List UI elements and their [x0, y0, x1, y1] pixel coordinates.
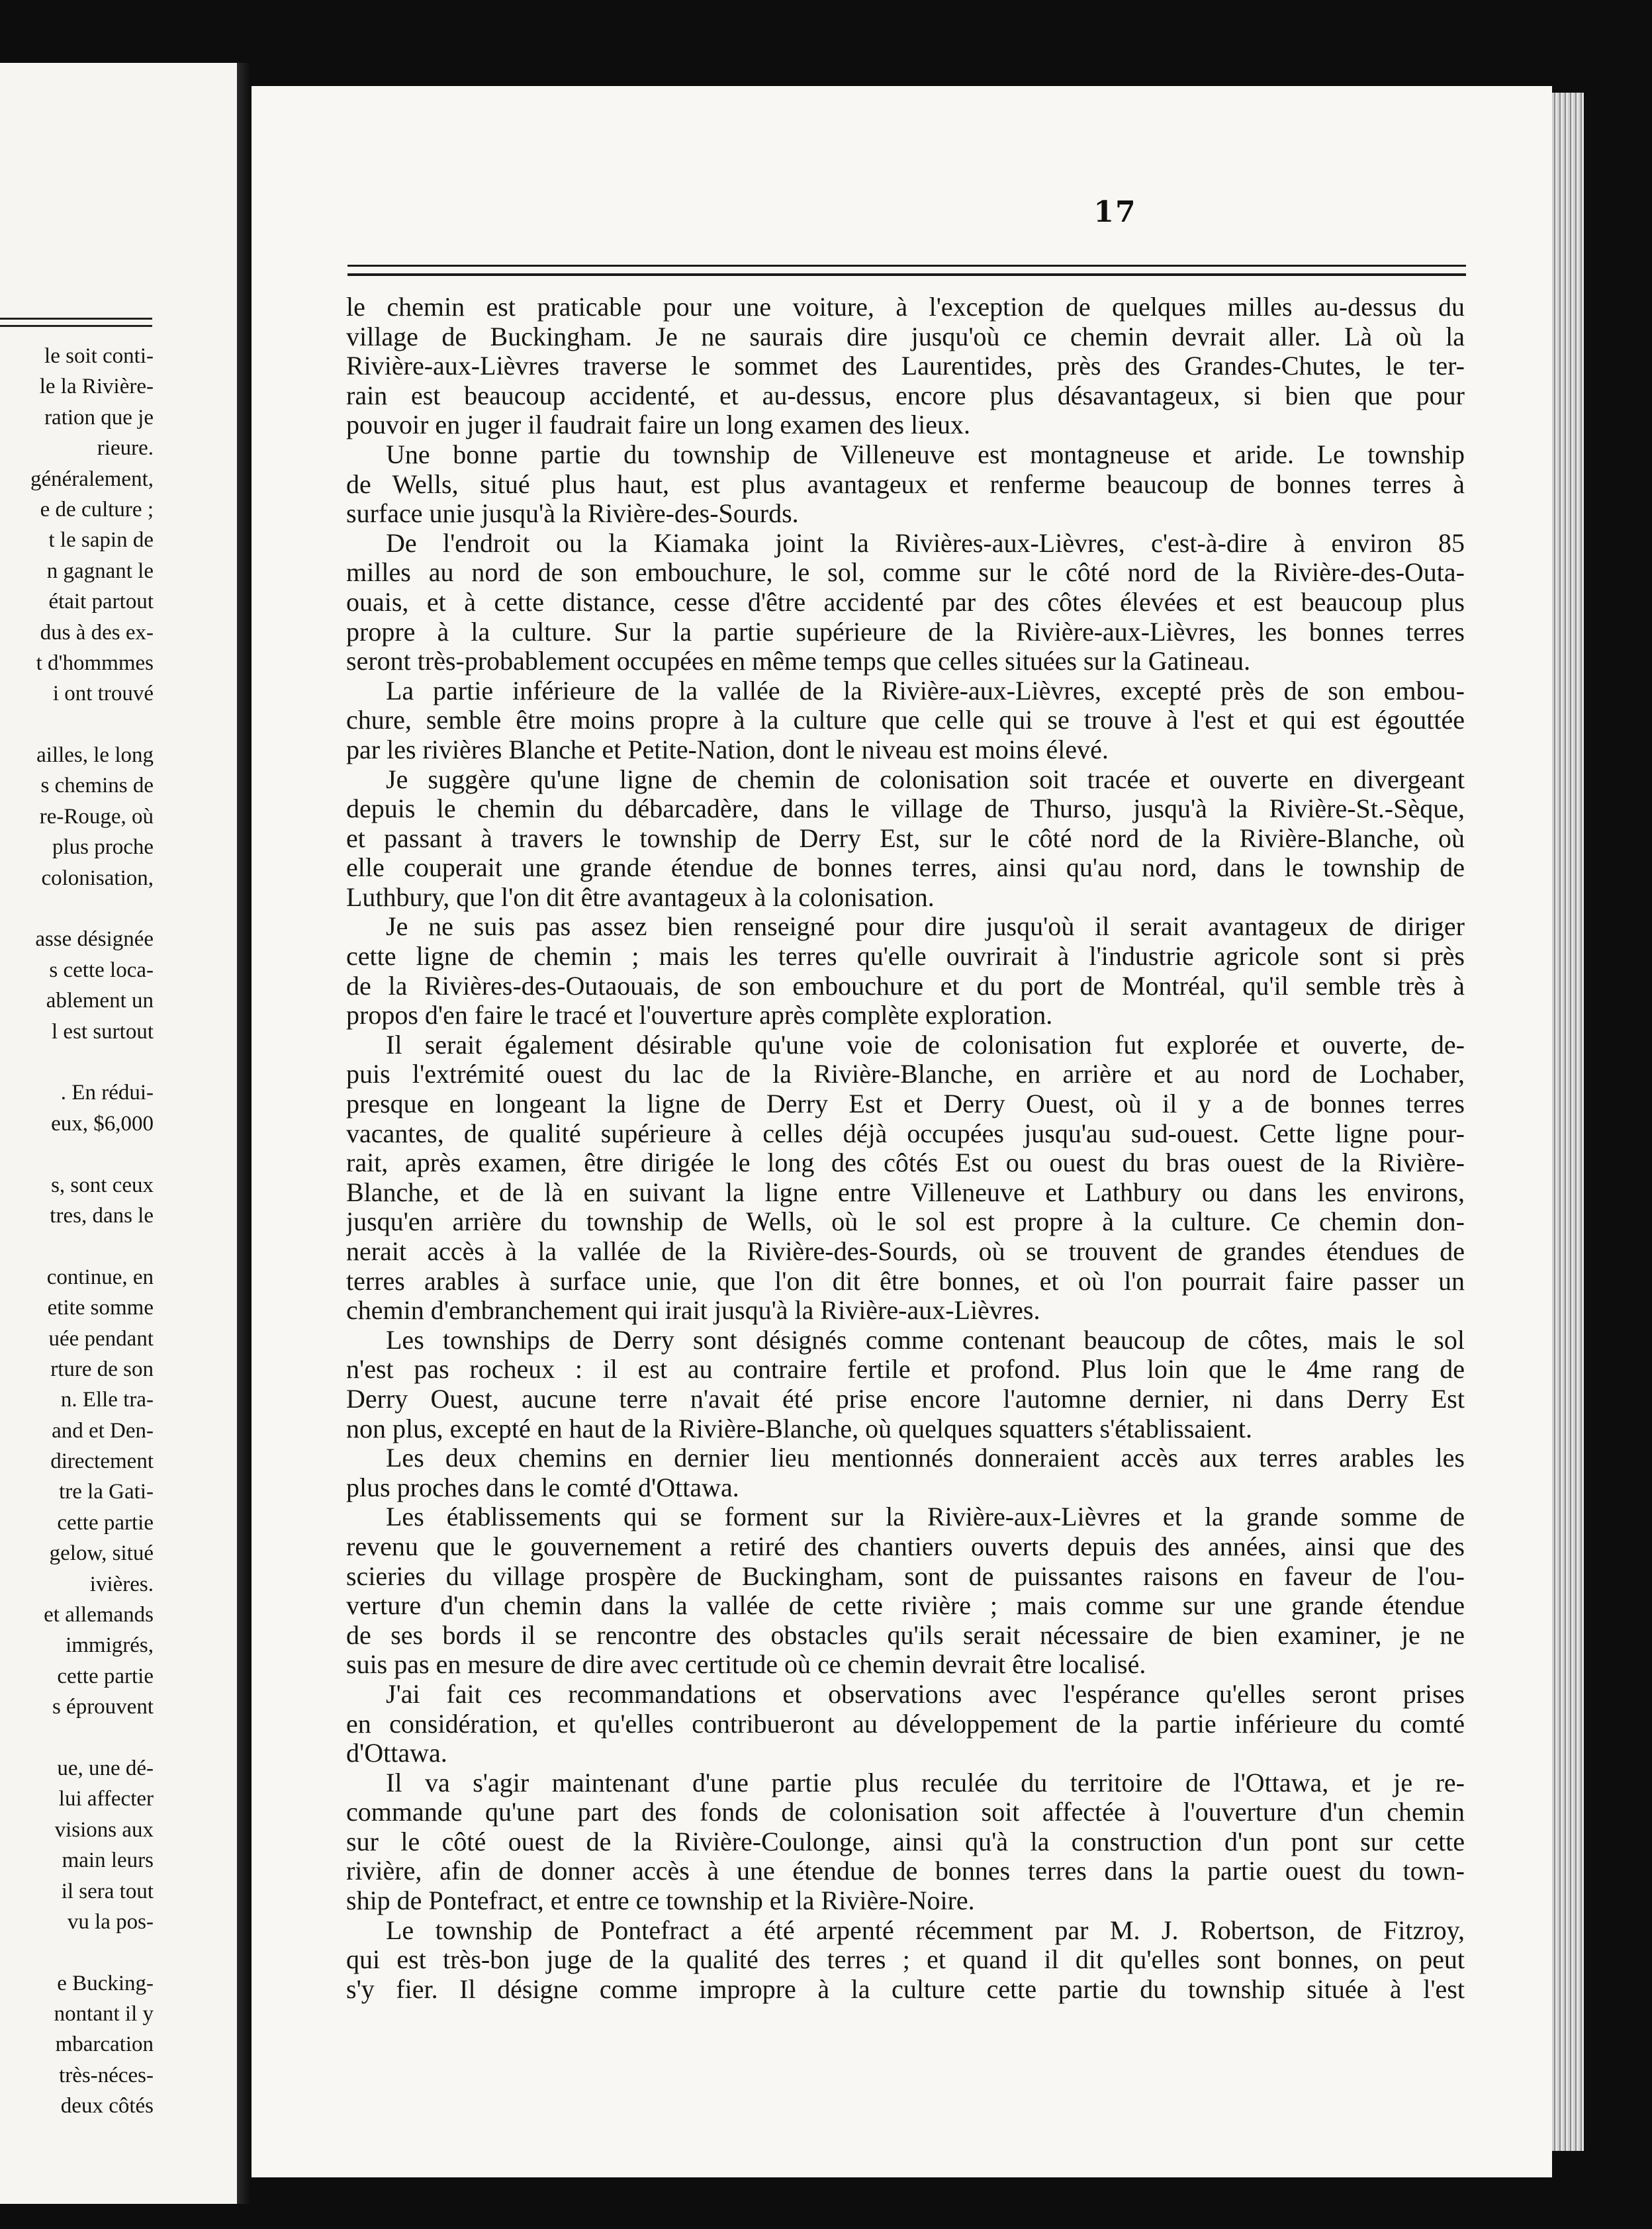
text-line: e de culture ;	[40, 497, 154, 522]
text-line: ouais, et à cette distance, cesse d'être accidenté par des côtes élevées et est beaucoup plus	[346, 587, 1465, 617]
text-line: De l'endroit ou la Kiamaka joint la Rivières-aux-Lièvres, c'est-à-dire à environ 85	[386, 528, 1465, 558]
text-line: chure, semble être moins propre à la culture que celle qui se trouve à l'est et qui est égouttée	[346, 705, 1465, 735]
text-line: plus proche	[52, 835, 154, 860]
text-line: directement	[50, 1449, 154, 1474]
text-line: commande qu'une part des fonds de colonisation soit affectée à l'ouverture d'un chemin	[346, 1797, 1465, 1827]
text-line: verture d'un chemin dans la vallée de cette rivière ; mais comme sur une grande étendue	[346, 1591, 1465, 1621]
text-line: ration que je	[44, 405, 154, 430]
text-line: propre à la culture. Sur la partie supérieure de la Rivière-aux-Lièvres, les bonnes terres	[346, 617, 1465, 647]
text-line: ivières.	[89, 1572, 154, 1596]
text-line: Les townships de Derry sont désignés comme contenant beaucoup de côtes, mais le sol	[386, 1325, 1465, 1355]
paragraph-gap	[0, 1937, 154, 1968]
text-line: plus proches dans le comté d'Ottawa.	[346, 1473, 739, 1502]
paragraph-gap	[0, 1047, 154, 1077]
text-line: et allemands	[44, 1603, 154, 1627]
text-line: asse désignée	[35, 927, 154, 952]
text-line: Les deux chemins en dernier lieu mentionnés donneraient accès aux terres arables les	[386, 1443, 1465, 1473]
text-line: Blanche, et de là en suivant la ligne entre Villeneuve et Lathbury ou dans les environs,	[346, 1177, 1465, 1207]
text-line: colonisation,	[41, 866, 154, 890]
text-line: s éprouvent	[52, 1695, 154, 1719]
text-line: l est surtout	[52, 1019, 154, 1044]
text-line: mbarcation	[55, 2032, 154, 2057]
text-line: Le township de Pontefract a été arpenté récemment par M. J. Robertson, de Fitzroy,	[386, 1915, 1465, 1945]
text-line: le la Rivière-	[39, 375, 154, 399]
text-line: continue, en	[46, 1265, 154, 1289]
book-gutter	[237, 63, 252, 2204]
text-line: il sera tout	[61, 1879, 154, 1903]
paragraph-gap	[0, 1723, 154, 1753]
text-line: n gagnant le	[46, 559, 154, 583]
text-line: ablement un	[46, 989, 154, 1013]
text-line: surface unie jusqu'à la Rivière-des-Sourds.	[346, 499, 799, 529]
text-line: Les établissements qui se forment sur la Rivière-aux-Lièvres et la grande somme de	[386, 1502, 1465, 1532]
text-line: terres arables à surface unie, que l'on dit être bonnes, et où l'on pourrait faire passer un	[346, 1266, 1465, 1296]
text-line: etite somme	[47, 1296, 154, 1320]
text-line: ailles, le long	[36, 743, 154, 768]
text-line: t d'hommmes	[36, 651, 154, 675]
text-line: s, sont ceux	[51, 1173, 154, 1197]
text-line: puis l'extrémité ouest du lac de la Rivière-Blanche, en arrière et au nord de Lochaber,	[346, 1060, 1465, 1089]
text-line: Il serait également désirable qu'une voie de colonisation fut explorée et ouverte, de-	[386, 1030, 1465, 1060]
text-line: Il va s'agir maintenant d'une partie plus reculée du territoire de l'Ottawa, et je re-	[386, 1768, 1465, 1797]
text-line: vacantes, de qualité supérieure à celles déjà occupées jusqu'au sud-ouest. Cette ligne pour-	[346, 1118, 1465, 1148]
text-line: de ses bords il se rencontre des obstacles qu'ils serait nécessaire de bien examiner, je ne	[346, 1620, 1465, 1650]
text-line: sur le côté ouest de la Rivière-Coulonge, ainsi qu'à la construction d'un pont sur cette	[346, 1827, 1465, 1856]
text-line: s cette loca-	[49, 958, 154, 982]
text-line: Une bonne partie du township de Villeneuve est montagneuse et aride. Le township	[386, 439, 1465, 469]
text-line: généralement,	[30, 467, 154, 491]
text-line: gelow, situé	[49, 1541, 154, 1566]
text-line: revenu que le gouvernement a retiré des chantiers ouverts depuis des années, ainsi que des	[346, 1531, 1465, 1561]
text-line: d'Ottawa.	[346, 1739, 447, 1768]
text-line: rivière, afin de donner accès à une étendue de bonnes terres dans la partie ouest du town-	[346, 1856, 1465, 1886]
paragraph-gap	[0, 893, 154, 924]
text-line: non plus, excepté en haut de la Rivière-Blanche, où quelques squatters s'établissaient.	[346, 1414, 1253, 1443]
text-line: cette partie	[57, 1510, 154, 1535]
text-line: main leurs	[62, 1848, 154, 1873]
text-line: presque en longeant la ligne de Derry Est et Derry Ouest, où il y a de bonnes terres	[346, 1089, 1465, 1119]
page-number: 17	[1093, 195, 1137, 229]
text-line: Derry Ouest, aucune terre n'avait été prise encore l'automne dernier, ni dans Derry Est	[346, 1384, 1465, 1414]
text-line: tre la Gati-	[59, 1480, 154, 1504]
text-line: lui affecter	[58, 1787, 154, 1811]
text-line: pouvoir en juger il faudrait faire un long examen des lieux.	[346, 410, 971, 440]
text-line: milles au nord de son embouchure, le sol, comme sur le côté nord de la Rivière-des-Outa-	[346, 558, 1465, 588]
text-line: chemin d'embranchement qui irait jusqu'à la Rivière-aux-Lièvres.	[346, 1296, 1040, 1326]
text-line: cette ligne de chemin ; mais les terres qu'elle ouvrirait à l'industrie agricole sont si près	[346, 942, 1465, 972]
text-line: eux, $6,000	[51, 1111, 154, 1136]
text-line: La partie inférieure de la vallée de la Rivière-aux-Lièvres, excepté près de son embou-	[386, 676, 1465, 705]
text-line: seront très-probablement occupées en même temps que celles situées sur la Gatineau.	[346, 647, 1251, 676]
text-line: depuis le chemin du débarcadère, dans le village de Thurso, jusqu'à la Rivière-St.-Sèque,	[346, 794, 1465, 824]
text-line: rait, après examen, être dirigée le long des côtés Est ou ouest du bras ouest de la Rivière-	[346, 1148, 1465, 1178]
text-line: en considération, et qu'elles contribueront au développement de la partie inférieure du comté	[346, 1709, 1465, 1739]
text-line: n. Elle tra-	[60, 1388, 154, 1412]
paragraph-gap	[0, 709, 154, 740]
text-line: elle couperait une grande étendue de bonnes terres, ainsi qu'au nord, dans le township de	[346, 853, 1465, 883]
text-line: ue, une dé-	[57, 1756, 154, 1780]
body-text	[346, 293, 1465, 2004]
text-line: J'ai fait ces recommandations et observations avec l'espérance qu'elles seront prises	[386, 1679, 1465, 1709]
text-line: Rivière-aux-Lièvres traverse le sommet des Laurentides, près des Grandes-Chutes, le ter-	[346, 351, 1465, 381]
text-line: . En rédui-	[60, 1081, 154, 1105]
text-line: Je ne suis pas assez bien renseigné pour dire jusqu'où il serait avantageux de diriger	[386, 912, 1465, 942]
text-line: rture de son	[50, 1357, 154, 1381]
facing-page-header-rule	[0, 318, 152, 327]
header-rule	[347, 265, 1466, 276]
text-line: par les rivières Blanche et Petite-Nation, dont le niveau est moins élevé.	[346, 735, 1109, 764]
text-line: dus à des ex-	[40, 620, 154, 645]
text-line: Luthbury, que l'on dit être avantageux à la colonisation.	[346, 882, 935, 912]
text-line: de Wells, situé plus haut, est plus avantageux et renferme beaucoup de bonnes terres à	[346, 469, 1465, 499]
text-line: nontant il y	[54, 2002, 154, 2026]
text-line: nerait accès à la vallée de la Rivière-des-Sourds, où se trouvent de grandes étendues de	[346, 1237, 1465, 1266]
text-line: tres, dans le	[50, 1203, 154, 1228]
text-line: ship de Pontefract, et entre ce township et la Rivière-Noire.	[346, 1886, 975, 1916]
text-line: était partout	[48, 590, 154, 614]
page-17	[252, 86, 1552, 2177]
text-line: e Bucking-	[57, 1971, 154, 1995]
text-line: and et Den-	[52, 1418, 154, 1443]
text-line: de la Rivières-des-Outaouais, de son embouchure et du port de Montréal, qu'il semble très à	[346, 971, 1465, 1001]
page-edges	[1552, 93, 1584, 2151]
text-line: Je suggère qu'une ligne de chemin de colonisation soit tracée et ouverte en divergeant	[386, 764, 1465, 794]
text-line: village de Buckingham. Je ne saurais dire jusqu'où ce chemin devrait aller. Là où la	[346, 322, 1465, 351]
text-line: et passant à travers le township de Derry Est, sur le côté nord de la Rivière-Blanche, où	[346, 823, 1465, 853]
text-line: immigrés,	[66, 1633, 154, 1658]
text-line: scieries du village prospère de Buckingham, sont de puissantes raisons en faveur de l'ou-	[346, 1561, 1465, 1591]
text-line: propos d'en faire le tracé et l'ouverture après complète exploration.	[346, 1001, 1053, 1030]
text-line: rain est beaucoup accidenté, et au-dessus, encore plus désavantageux, si bien que pour	[346, 381, 1465, 410]
paragraph-gap	[0, 1231, 154, 1261]
text-line: s chemins de	[40, 774, 154, 798]
facing-page-text-column	[0, 341, 154, 2122]
text-line: qui est très-bon juge de la qualité des terres ; et quand il dit qu'elles sont bonnes, on peut	[346, 1945, 1465, 1975]
text-line: le chemin est praticable pour une voiture, à l'exception de quelques milles au-dessus du	[346, 293, 1465, 322]
text-line: suis pas en mesure de dire avec certitude où ce chemin devrait être localisé.	[346, 1650, 1146, 1680]
text-line: n'est pas rocheux : il est au contraire fertile et profond. Plus loin que le 4me rang de	[346, 1355, 1465, 1385]
text-line: re-Rouge, où	[39, 804, 154, 829]
text-line: s'y fier. Il désigne comme impropre à la culture cette partie du township située à l'est	[346, 1974, 1465, 2004]
text-line: jusqu'en arrière du township de Wells, où le sol est propre à la culture. Ce chemin don-	[346, 1207, 1465, 1237]
text-line: cette partie	[57, 1664, 154, 1688]
text-line: vu la pos-	[67, 1909, 154, 1934]
text-line: visions aux	[54, 1817, 154, 1842]
text-line: t le sapin de	[48, 528, 154, 553]
text-line: deux côtés	[60, 2094, 154, 2118]
paragraph-gap	[0, 1139, 154, 1169]
text-line: uée pendant	[48, 1326, 154, 1351]
facing-page-fragment	[0, 63, 237, 2204]
text-line: très-néces-	[59, 2063, 154, 2087]
text-line: le soit conti-	[44, 344, 154, 368]
text-line: i ont trouvé	[52, 682, 154, 706]
text-line: rieure.	[97, 436, 154, 461]
